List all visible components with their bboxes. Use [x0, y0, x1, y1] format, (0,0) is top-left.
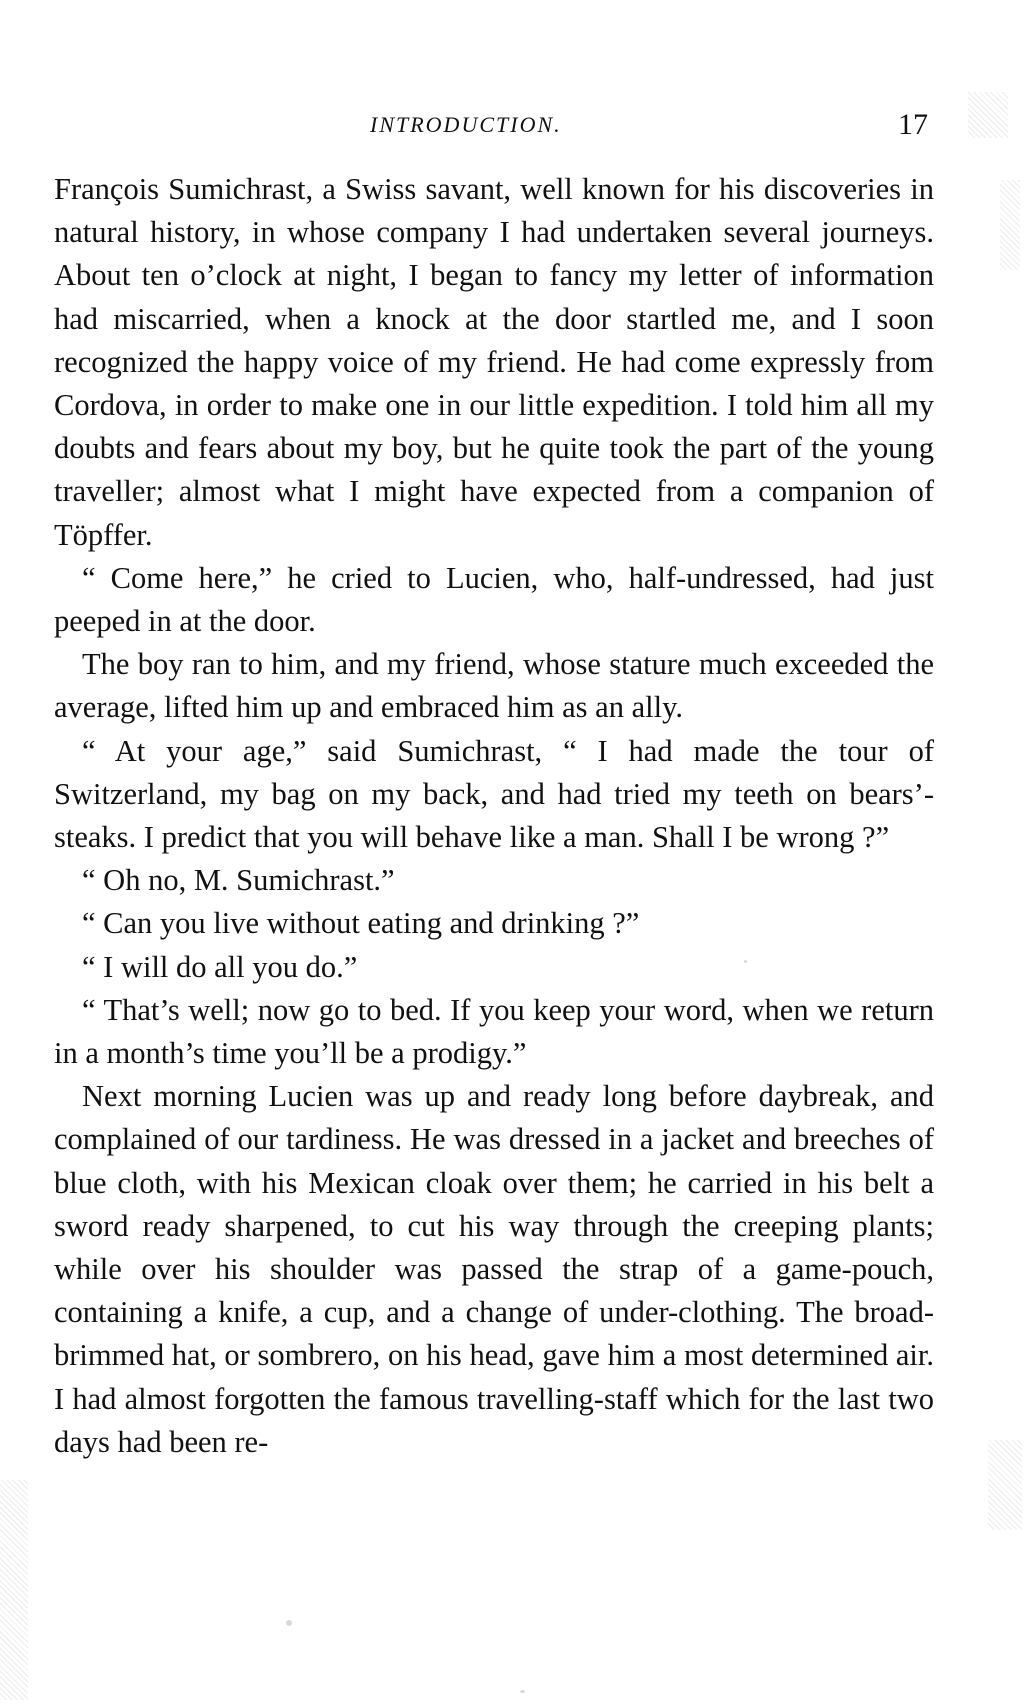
scan-speck [520, 1690, 525, 1693]
page-number: 17 [898, 108, 928, 141]
paragraph-8: “ That’s well; now go to bed. If you keep your word, when we return in a month’s time you’ll be a prodigy.” [54, 992, 934, 1071]
paragraph-5: “ Oh no, M. Sumichrast.” [82, 863, 395, 898]
scan-speck [286, 1620, 292, 1626]
paragraph-1: François Sumichrast, a Swiss savant, well known for his discoveries in natural history, in whose company I had undertaken several journeys. About ten o’clock at night, I began to fancy my letter of information had miscarried, when a knock at the door startled me, and I soon recognized the happy voice of my friend. He had come expressly from Cordova, in order to make one in our little expedition. I told him all my doubts and fears about my boy, but he quite took the part of the young traveller; almost what I might have expected from a companion of Töpffer. [54, 172, 934, 552]
paragraph-2: “ Come here,” he cried to Lucien, who, half-undressed, had just peeped in at the door. [54, 560, 934, 639]
paragraph-3: The boy ran to him, and my friend, whose stature much exceeded the average, lifted him up and embraced him as an ally. [54, 647, 934, 725]
paragraph-6: “ Can you live without eating and drinking ?” [82, 906, 640, 941]
body-text [54, 168, 934, 1464]
scan-noise-left-lower [0, 1480, 28, 1700]
scan-noise-top-right [968, 92, 1008, 138]
running-head [0, 108, 1024, 148]
scan-speck [744, 960, 747, 963]
paragraph-4: “ At your age,” said Sumichrast, “ I had made the tour of Switzerland, my bag on my back, and had tried my teeth on bears’-steaks. I predict that you will behave like a man. Shall I be wrong ?” [54, 733, 934, 855]
paragraph-9: Next morning Lucien was up and ready long before daybreak, and complained of our tardiness. He was dressed in a jacket and breeches of blue cloth, with his Mexican cloak over them; he carried in his belt a sword ready sharpened, to cut his way through the creeping plants; while over his shoulder was passed the strap of a game-pouch, containing a knife, a cup, and a change of under-clothing. The broad-brimmed hat, or sombrero, on his head, gave him a most determined air. I had almost forgotten the famous travelling-staff which for the last two days had been re- [54, 1079, 934, 1459]
paragraph-7: “ I will do all you do.” [82, 949, 358, 984]
running-head-title: INTRODUCTION. [370, 112, 562, 137]
scan-noise-right-middle [1000, 180, 1020, 270]
scan-noise-right-lower [988, 1440, 1022, 1530]
